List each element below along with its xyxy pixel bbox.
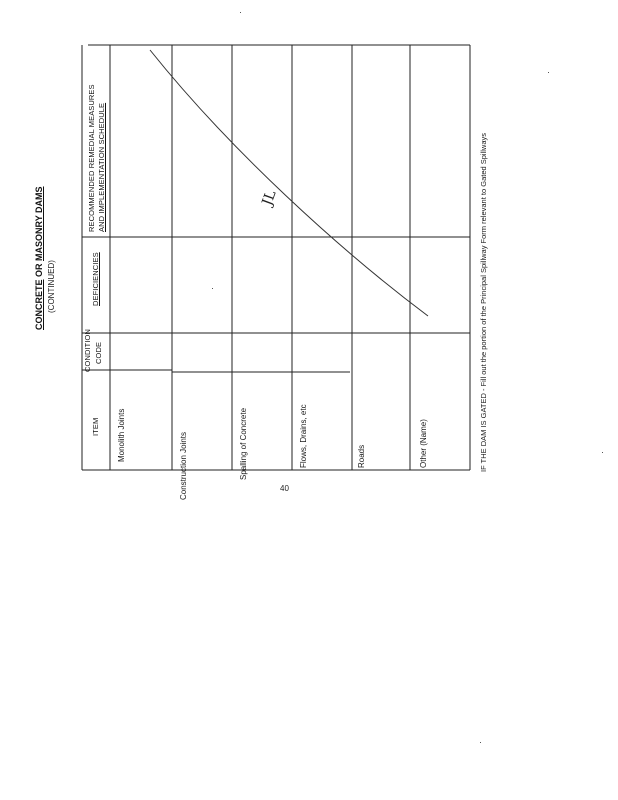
scan-speck (602, 452, 603, 453)
row-label-roads: Roads (357, 444, 366, 468)
header-condition-code-line1: CONDITION (83, 329, 92, 372)
row-label-construction-joints: Construction Joints (179, 431, 188, 500)
title-part-concrete: CONCRETE (34, 279, 44, 330)
handwritten-initials: JL (259, 188, 280, 208)
header-deficiencies: DEFICIENCIES (91, 252, 100, 306)
scan-speck (240, 12, 241, 13)
title-part-masonry-dams: MASONRY DAMS (34, 186, 44, 261)
diagonal-strike-line (150, 50, 428, 316)
form-title (35, 186, 44, 330)
scan-speck (212, 288, 213, 289)
form-subtitle: (CONTINUED) (47, 260, 56, 313)
page-number: 40 (280, 484, 289, 493)
gated-dam-footnote: IF THE DAM IS GATED - Fill out the portion of the Principal Spillway Form relevant to Gated Spillways (479, 132, 488, 472)
row-label-flows-drains: Flows, Drains, etc (299, 404, 308, 468)
header-remedial-line1: RECOMMENDED REMEDIAL MEASURES (87, 84, 96, 232)
row-label-monolith-joints: Monolith Joints (117, 408, 126, 462)
scan-speck (480, 742, 481, 743)
header-item: ITEM (91, 417, 100, 436)
row-label-spalling: Spalling of Concrete (239, 407, 248, 480)
title-part-or: OR (34, 260, 44, 280)
row-label-other: Other (Name) (419, 419, 428, 468)
header-condition-code-line2: CODE (94, 341, 103, 364)
header-remedial-line2: AND IMPLEMENTATION SCHEDULE (97, 102, 106, 232)
scan-speck (548, 72, 549, 73)
